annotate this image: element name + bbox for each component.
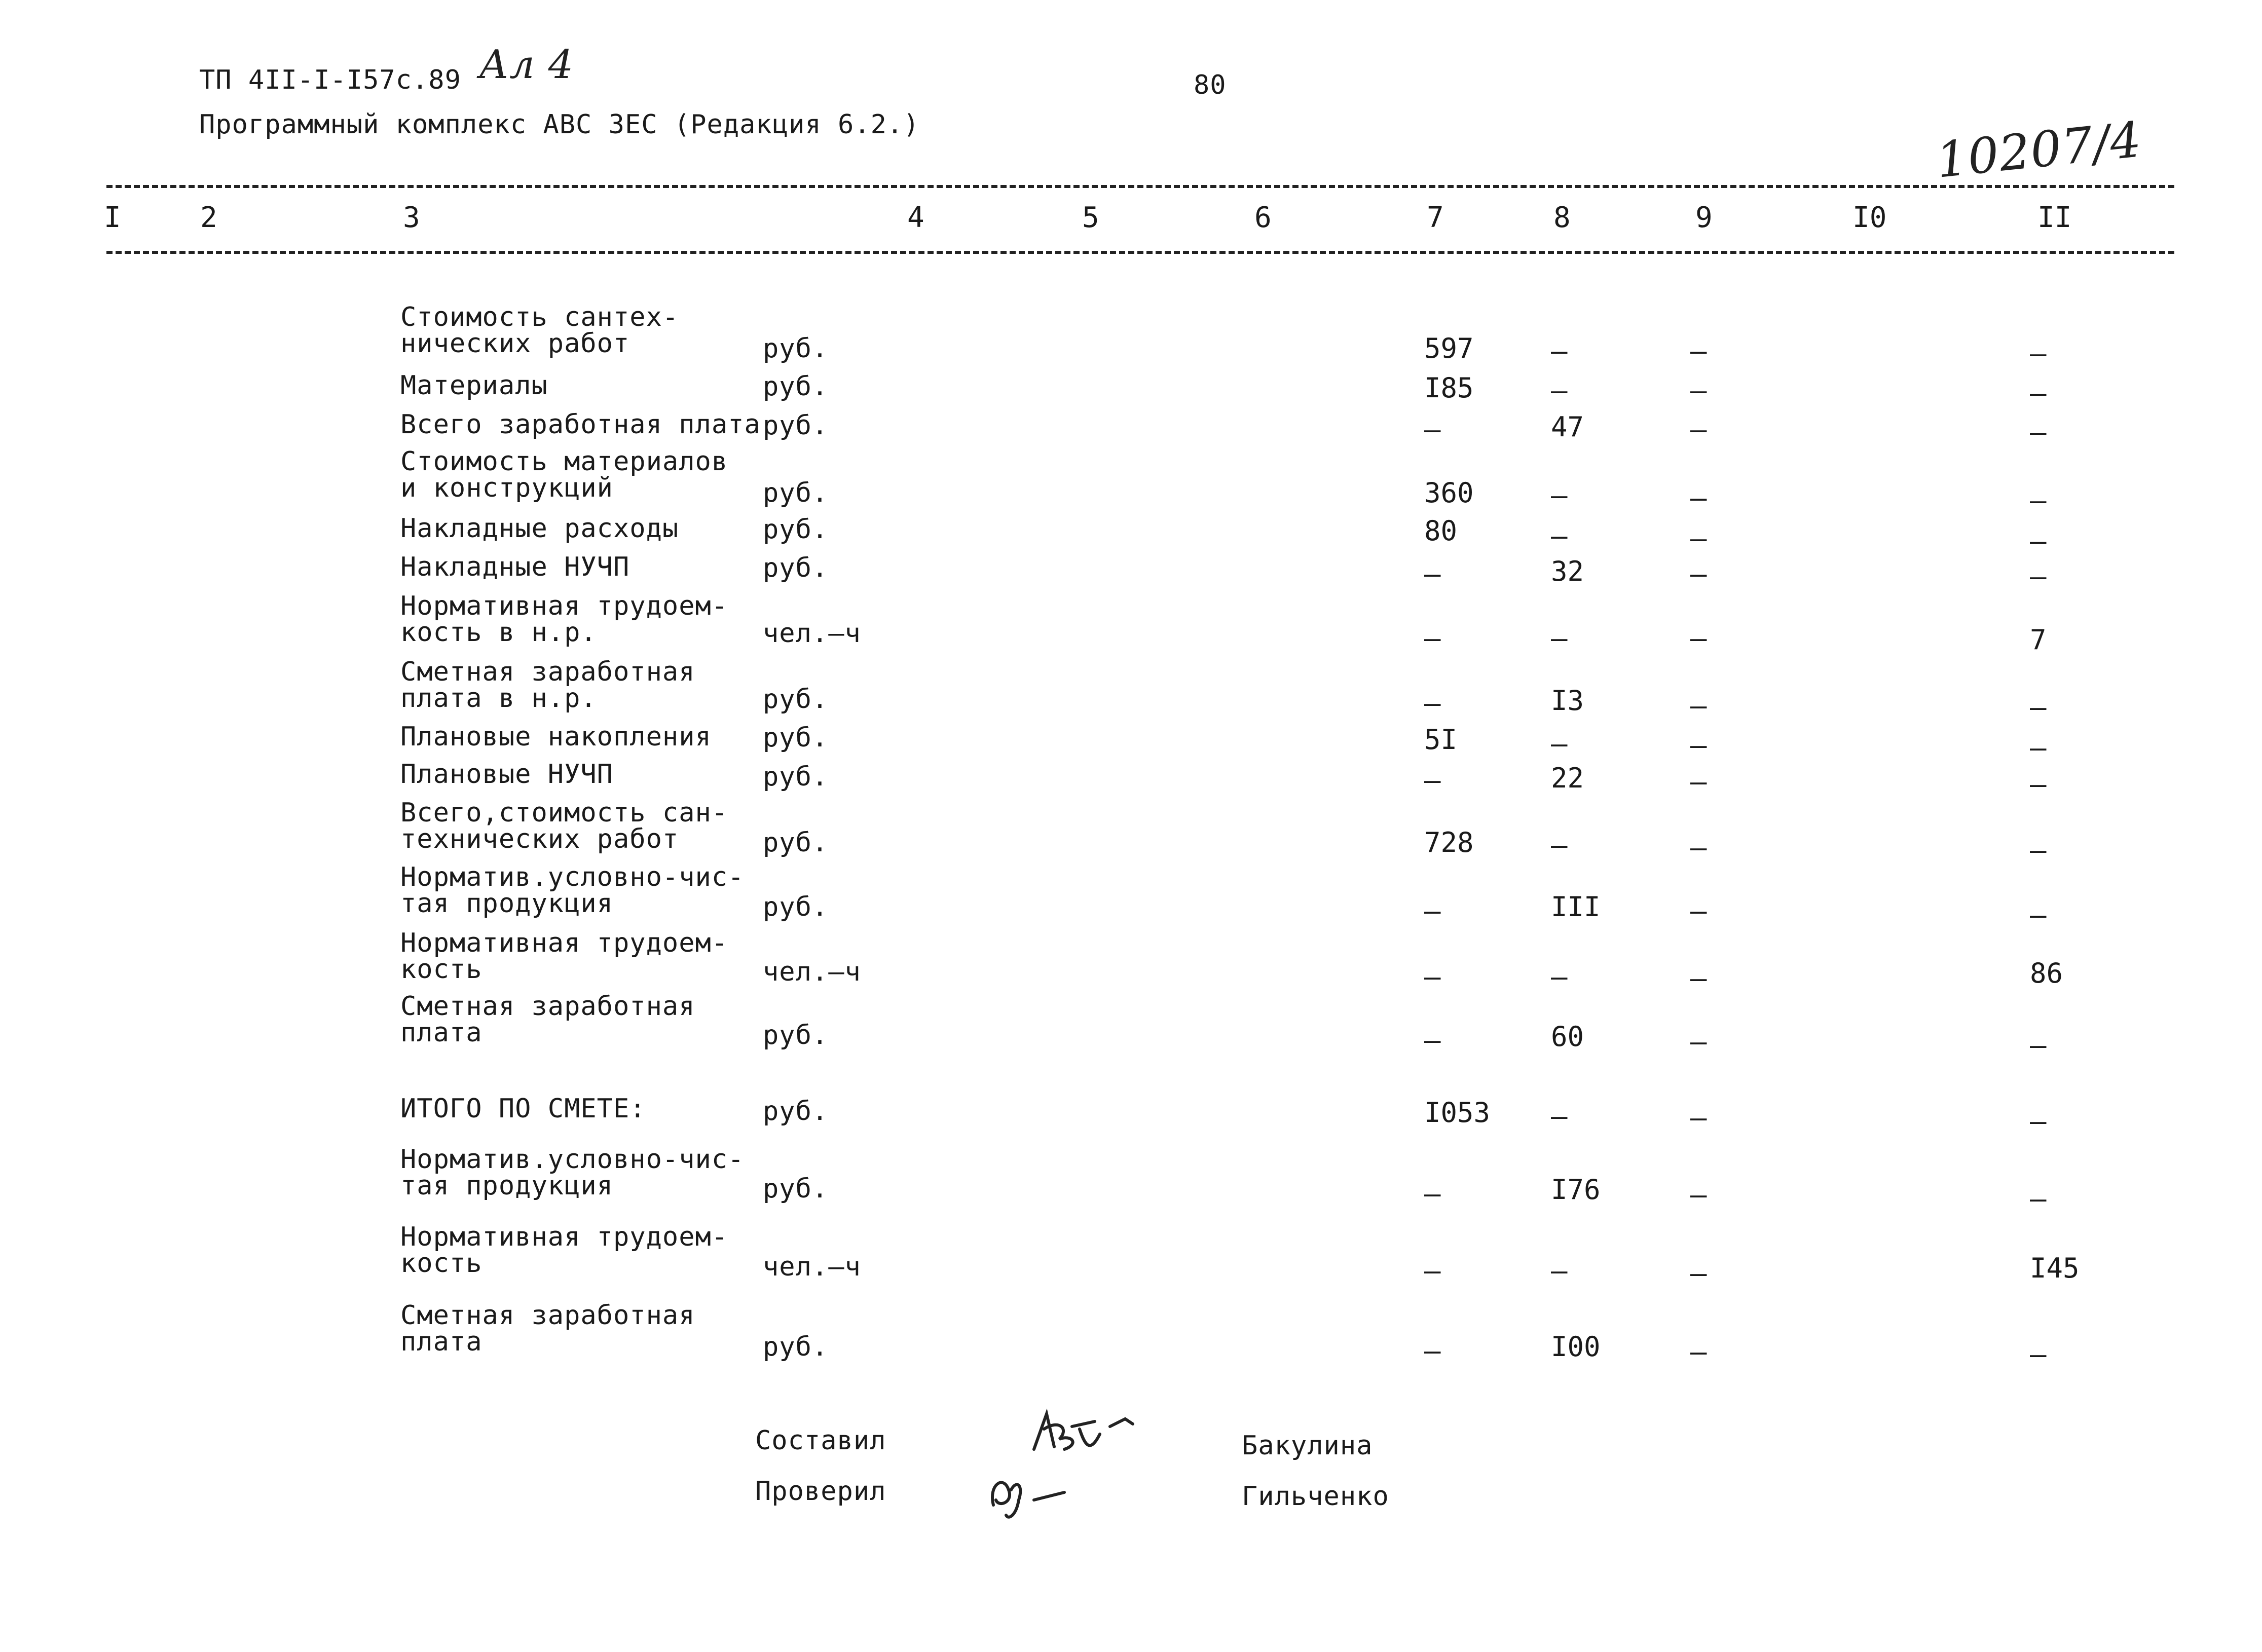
row-col7: – — [1424, 1335, 1441, 1367]
row-col11: – — [2030, 834, 2047, 866]
row-label-line: Норматив.условно-чис- — [400, 1144, 745, 1175]
row-col11: – — [2030, 691, 2047, 723]
row-col7: – — [1424, 414, 1441, 445]
row-label-line: Накладные НУЧП — [400, 552, 630, 582]
col-header-4: 4 — [907, 201, 924, 234]
row-unit: руб. — [763, 478, 829, 508]
row-label-line: плата в н.р. — [400, 683, 597, 714]
row-unit: руб. — [763, 553, 829, 583]
row-col9: – — [1690, 895, 1707, 927]
col-header-10: I0 — [1852, 201, 1887, 234]
row-col9: – — [1690, 1026, 1707, 1058]
row-col7: – — [1424, 558, 1441, 590]
row-col9: – — [1690, 690, 1707, 722]
row-col11: I45 — [2030, 1252, 2080, 1284]
row-col8: 60 — [1551, 1021, 1584, 1053]
row-col9: – — [1690, 1257, 1707, 1289]
col-header-9: 9 — [1695, 201, 1713, 234]
row-label-line: нических работ — [400, 328, 630, 359]
row-unit: руб. — [763, 723, 829, 753]
row-col9: – — [1690, 832, 1707, 863]
col-header-5: 5 — [1082, 201, 1099, 234]
row-label-line: Всего,стоимость сан- — [400, 798, 728, 828]
row-col11: – — [2030, 1105, 2047, 1137]
row-col7: 5I — [1424, 724, 1458, 756]
row-col7: 597 — [1424, 332, 1474, 364]
row-unit: чел.–ч — [763, 1252, 861, 1282]
row-col11: – — [2030, 732, 2047, 764]
row-label-line: Нормативная трудоем- — [400, 928, 728, 958]
row-unit: руб. — [763, 828, 829, 858]
row-label-line: Сметная заработная — [400, 1300, 695, 1331]
row-col11: 86 — [2030, 957, 2063, 989]
header-top-rule — [106, 185, 2174, 188]
row-col8: – — [1551, 479, 1568, 511]
row-col8: 32 — [1551, 555, 1584, 587]
row-label-line: Нормативная трудоем- — [400, 591, 728, 621]
total-label: ИТОГО ПО СМЕТЕ: — [400, 1094, 646, 1124]
row-col7: – — [1424, 961, 1441, 993]
row-col8: – — [1551, 1100, 1568, 1132]
row-unit: руб. — [763, 1332, 829, 1362]
row-label-line: плата — [400, 1327, 483, 1357]
row-label-line: Стоимость материалов — [400, 446, 728, 477]
row-label-line: Всего заработная плата — [400, 409, 761, 440]
row-label-line: тая продукция — [400, 1171, 613, 1201]
row-label-line: Нормативная трудоем- — [400, 1222, 728, 1252]
row-col8: 22 — [1551, 762, 1584, 794]
row-col7: – — [1424, 1178, 1441, 1210]
signature-name-checked: Гильченко — [1242, 1481, 1389, 1512]
col-header-6: 6 — [1254, 201, 1272, 234]
row-col11: – — [2030, 416, 2047, 448]
row-label-line: Материалы — [400, 370, 548, 401]
row-col8: I76 — [1551, 1174, 1601, 1206]
row-col9: – — [1690, 766, 1707, 798]
row-col9: – — [1690, 1179, 1707, 1211]
row-unit: руб. — [763, 684, 829, 715]
row-col11: – — [2030, 560, 2047, 592]
row-label-line: плата — [400, 1018, 483, 1048]
row-label-line: Стоимость сантех- — [400, 302, 679, 332]
row-col7: – — [1424, 622, 1441, 654]
row-col9: – — [1690, 374, 1707, 406]
row-unit: руб. — [763, 410, 829, 441]
row-unit: руб. — [763, 333, 829, 364]
col-header-2: 2 — [200, 201, 217, 234]
row-unit: руб. — [763, 1096, 829, 1127]
document-code: ТП 4II-I-I57с.89 — [199, 65, 461, 95]
row-col8: I00 — [1551, 1331, 1601, 1363]
header-bottom-rule — [106, 251, 2174, 254]
row-unit: чел.–ч — [763, 957, 861, 987]
row-col9: – — [1690, 482, 1707, 514]
handwritten-sheet-mark: Ал 4 — [479, 42, 574, 88]
row-col8: – — [1551, 374, 1568, 406]
row-col8: 47 — [1551, 411, 1584, 443]
row-col9: – — [1690, 1336, 1707, 1368]
col-header-7: 7 — [1427, 201, 1444, 234]
row-col7: – — [1424, 895, 1441, 927]
col-header-11: II — [2037, 201, 2072, 234]
row-col7: 360 — [1424, 477, 1474, 509]
handwritten-signature-checked — [978, 1459, 1080, 1525]
row-label-line: технических работ — [400, 824, 679, 854]
row-col9: – — [1690, 1102, 1707, 1134]
row-col8: – — [1551, 728, 1568, 760]
row-col11: 7 — [2030, 624, 2047, 656]
signature-role-checked: Проверил — [755, 1476, 886, 1507]
row-col11: – — [2030, 337, 2047, 369]
row-col9: – — [1690, 522, 1707, 554]
row-col11: – — [2030, 1029, 2047, 1061]
program-title: Программный комплекс АВС 3ЕС (Редакция 6.2.) — [199, 109, 920, 140]
row-col9: – — [1690, 414, 1707, 445]
row-col9: – — [1690, 335, 1707, 367]
row-col7: 80 — [1424, 515, 1458, 547]
page-number: 80 — [1194, 70, 1227, 100]
handwritten-sheet-number: 10207/4 — [1934, 111, 2144, 189]
row-label-line: и конструкций — [400, 473, 613, 503]
row-label-line: кость — [400, 954, 483, 985]
row-label-line: Норматив.условно-чис- — [400, 862, 745, 892]
row-col8: I3 — [1551, 685, 1584, 717]
row-col11: – — [2030, 1183, 2047, 1215]
row-unit: руб. — [763, 371, 829, 402]
row-label-line: Сметная заработная — [400, 991, 695, 1022]
row-col9: – — [1690, 622, 1707, 654]
row-unit: руб. — [763, 1020, 829, 1050]
row-unit: чел.–ч — [763, 618, 861, 649]
row-col7: – — [1424, 764, 1441, 796]
row-unit: руб. — [763, 892, 829, 922]
row-label-line: Сметная заработная — [400, 657, 695, 687]
col-header-1: I — [104, 201, 121, 234]
handwritten-signature-compiled — [1024, 1399, 1145, 1465]
row-unit: руб. — [763, 1174, 829, 1204]
row-col8: – — [1551, 335, 1568, 367]
row-col7: 728 — [1424, 827, 1474, 858]
row-col11: – — [2030, 899, 2047, 931]
row-col11: – — [2030, 377, 2047, 409]
row-col7: – — [1424, 1255, 1441, 1287]
signature-role-compiled: Составил — [755, 1425, 886, 1456]
row-col9: – — [1690, 558, 1707, 590]
col-header-3: 3 — [403, 201, 420, 234]
row-label-line: Плановые накопления — [400, 722, 712, 752]
row-col8: – — [1551, 520, 1568, 552]
row-col8: – — [1551, 1255, 1568, 1287]
row-col11: – — [2030, 1338, 2047, 1370]
row-col11: – — [2030, 525, 2047, 557]
signature-name-compiled: Бакулина — [1242, 1431, 1373, 1461]
row-col8: III — [1551, 891, 1601, 923]
row-col7: I85 — [1424, 372, 1474, 404]
row-col8: – — [1551, 961, 1568, 993]
row-col7: – — [1424, 1024, 1441, 1056]
row-label-line: тая продукция — [400, 888, 613, 919]
row-col9: – — [1690, 729, 1707, 761]
row-col7: – — [1424, 687, 1441, 719]
row-label-line: Накладные расходы — [400, 513, 679, 544]
row-unit: руб. — [763, 762, 829, 792]
col-header-8: 8 — [1553, 201, 1571, 234]
row-label-line: кость — [400, 1248, 483, 1279]
row-col8: – — [1551, 829, 1568, 861]
row-col8: – — [1551, 622, 1568, 654]
row-unit: руб. — [763, 514, 829, 545]
row-label-line: Плановые НУЧП — [400, 759, 613, 790]
row-col11: – — [2030, 484, 2047, 516]
row-label-line: кость в н.р. — [400, 617, 597, 648]
total-col7: I053 — [1424, 1097, 1491, 1129]
row-col11: – — [2030, 768, 2047, 800]
row-col9: – — [1690, 962, 1707, 994]
